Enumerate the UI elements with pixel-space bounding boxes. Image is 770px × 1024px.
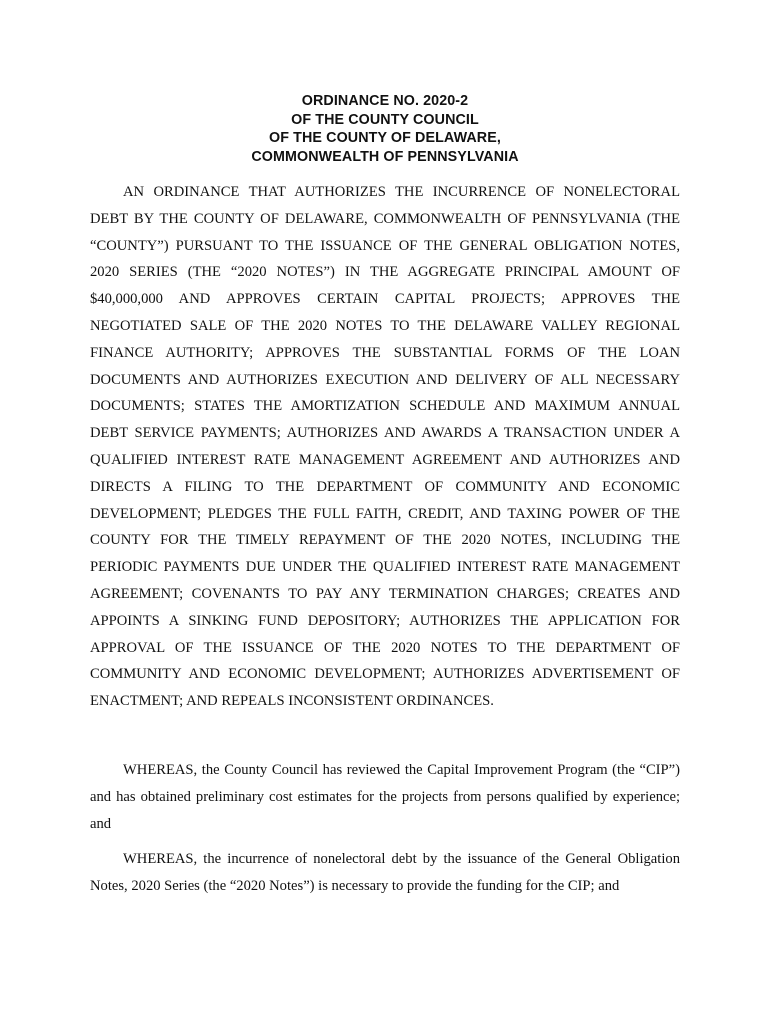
whereas-paragraph-1: WHEREAS, the County Council has reviewed the Capital Improvement Program (the “CIP”) and has obtained preliminary cost estimates for the projects from persons qualified by experience; and xyxy=(90,762,680,832)
title-line-1: ORDINANCE NO. 2020-2 xyxy=(301,93,469,109)
ordinance-preamble: AN ORDINANCE THAT AUTHORIZES THE INCURRENCE OF NONELECTORAL DEBT BY THE COUNTY OF DELAWARE, COMMONWEALTH OF PENNSYLVANIA (THE “COUNTY”) PURSUANT TO THE ISSUANCE OF THE GENERAL OBLIGATION NOTES, 2020 SERIES (THE “2020 NOTES”) IN THE AGGREGATE PRINCIPAL AMOUNT OF $40,000,000 AND APPROVES CERTAIN CAPITAL PROJECTS; APPROVES THE NEGOTIATED SALE OF THE 2020 NOTES TO THE DELAWARE VALLEY REGIONAL FINANCE AUTHORITY; APPROVES THE SUBSTANTIAL FORMS OF THE LOAN DOCUMENTS AND AUTHORIZES EXECUTION AND DELIVERY OF ALL NECESSARY DOCUMENTS; STATES THE AMORTIZATION SCHEDULE AND MAXIMUM ANNUAL DEBT SERVICE PAYMENTS; AUTHORIZES AND AWARDS A TRANSACTION UNDER A QUALIFIED INTEREST RATE MANAGEMENT AGREEMENT AND AUTHORIZES AND DIRECTS A FILING TO THE DEPARTMENT OF COMMUNITY AND ECONOMIC DEVELOPMENT; PLEDGES THE FULL FAITH, CREDIT, AND TAXING POWER OF THE COUNTY FOR THE TIMELY REPAYMENT OF THE 2020 NOTES, INCLUDING THE PERIODIC PAYMENTS DUE UNDER THE QUALIFIED INTEREST RATE MANAGEMENT AGREEMENT; COVENANTS TO PAY ANY TERMINATION CHARGES; CREATES AND APPOINTS A SINKING FUND DEPOSITORY; AUTHORIZES THE APPLICATION FOR APPROVAL OF THE ISSUANCE OF THE 2020 NOTES TO THE DEPARTMENT OF COMMUNITY AND ECONOMIC DEVELOPMENT; AUTHORIZES ADVERTISEMENT OF ENACTMENT; AND REPEALS INCONSISTENT ORDINANCES. xyxy=(90,184,680,710)
whereas-paragraph-2: WHEREAS, the incurrence of nonelectoral debt by the issuance of the General Obligation Notes, 2020 Series (the “2020 Notes”) is necessary to provide the funding for the CIP; and xyxy=(90,851,680,894)
title-line-4: COMMONWEALTH OF PENNSYLVANIA xyxy=(251,148,519,165)
ordinance-title xyxy=(0,92,770,166)
title-line-3: OF THE COUNTY OF DELAWARE, xyxy=(269,130,501,146)
title-line-2: OF THE COUNTY COUNCIL xyxy=(291,111,479,128)
